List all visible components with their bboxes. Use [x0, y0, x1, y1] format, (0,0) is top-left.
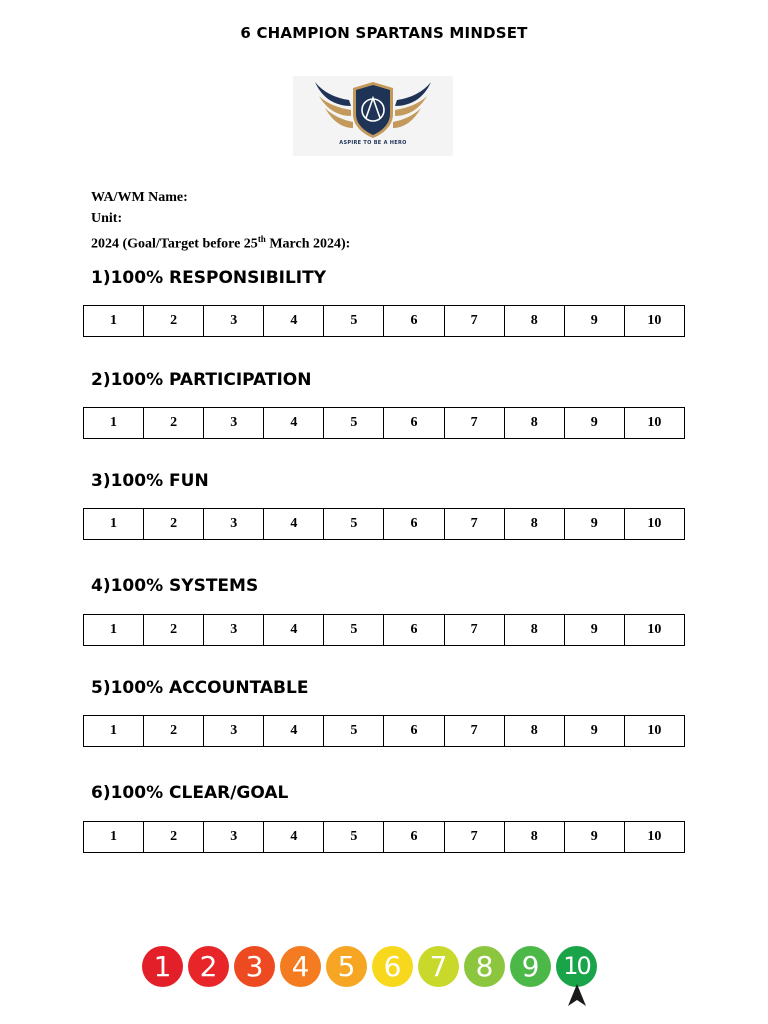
- section-title: 4)100% SYSTEMS: [91, 576, 259, 596]
- rating-cell[interactable]: 4: [264, 306, 324, 337]
- rating-cell[interactable]: 7: [444, 509, 504, 540]
- rating-cell[interactable]: 3: [204, 408, 264, 439]
- rating-scale-graphic: [142, 946, 602, 992]
- rating-cell[interactable]: 8: [504, 615, 564, 646]
- rating-cell[interactable]: 3: [204, 509, 264, 540]
- rating-cell[interactable]: 1: [84, 822, 144, 853]
- section-title: 3)100% FUN: [91, 471, 209, 491]
- rating-cell[interactable]: 6: [384, 408, 444, 439]
- rating-cell[interactable]: 2: [144, 716, 204, 747]
- rating-cell[interactable]: 6: [384, 509, 444, 540]
- rating-cell[interactable]: 9: [564, 822, 624, 853]
- rating-cell[interactable]: 1: [84, 615, 144, 646]
- rating-cell[interactable]: 4: [264, 716, 324, 747]
- rating-circle: 7: [418, 946, 459, 987]
- rating-cell[interactable]: 2: [144, 306, 204, 337]
- rating-cell[interactable]: 2: [144, 822, 204, 853]
- rating-cell[interactable]: 8: [504, 716, 564, 747]
- rating-cell[interactable]: 6: [384, 615, 444, 646]
- unit-label: Unit:: [91, 210, 123, 226]
- rating-cell[interactable]: 5: [324, 615, 384, 646]
- rating-cell[interactable]: 7: [444, 716, 504, 747]
- rating-cell[interactable]: 9: [564, 306, 624, 337]
- logo: [293, 76, 453, 156]
- section-title: 6)100% CLEAR/GOAL: [91, 783, 289, 803]
- rating-cell[interactable]: 10: [624, 615, 684, 646]
- rating-cell[interactable]: 6: [384, 822, 444, 853]
- rating-cell[interactable]: 2: [144, 615, 204, 646]
- rating-cell[interactable]: 1: [84, 509, 144, 540]
- rating-cell[interactable]: 2: [144, 408, 204, 439]
- rating-table: [83, 305, 685, 337]
- rating-cell[interactable]: 10: [624, 408, 684, 439]
- rating-table: [83, 821, 685, 853]
- rating-circle: 10: [556, 946, 597, 987]
- rating-cell[interactable]: 8: [504, 306, 564, 337]
- rating-cell[interactable]: 10: [624, 716, 684, 747]
- logo-tagline: ASPIRE TO BE A HERO: [339, 140, 407, 146]
- rating-cell[interactable]: 7: [444, 306, 504, 337]
- rating-cell[interactable]: 3: [204, 822, 264, 853]
- rating-cell[interactable]: 4: [264, 509, 324, 540]
- rating-cell[interactable]: 1: [84, 716, 144, 747]
- rating-cell[interactable]: 9: [564, 408, 624, 439]
- rating-table: [83, 508, 685, 540]
- rating-cell[interactable]: 5: [324, 408, 384, 439]
- rating-cell[interactable]: 4: [264, 615, 324, 646]
- rating-cell[interactable]: 10: [624, 306, 684, 337]
- rating-cell[interactable]: 4: [264, 822, 324, 853]
- form-fields: [91, 188, 350, 250]
- rating-cell[interactable]: 3: [204, 615, 264, 646]
- rating-cell[interactable]: 8: [504, 408, 564, 439]
- rating-cell[interactable]: 10: [624, 822, 684, 853]
- rating-cell[interactable]: 3: [204, 306, 264, 337]
- rating-cell[interactable]: 5: [324, 822, 384, 853]
- rating-circle: 1: [142, 946, 183, 987]
- rating-circle: 9: [510, 946, 551, 987]
- rating-table: [83, 407, 685, 439]
- section-title: 2)100% PARTICIPATION: [91, 370, 312, 390]
- rating-cell[interactable]: 8: [504, 509, 564, 540]
- rating-cell[interactable]: 5: [324, 509, 384, 540]
- rating-cell[interactable]: 9: [564, 615, 624, 646]
- rating-cell[interactable]: 9: [564, 716, 624, 747]
- rating-cell[interactable]: 6: [384, 306, 444, 337]
- rating-table: [83, 715, 685, 747]
- rating-cell[interactable]: 1: [84, 306, 144, 337]
- name-label: WA/WM Name:: [91, 190, 188, 205]
- rating-cell[interactable]: 5: [324, 306, 384, 337]
- rating-cell[interactable]: 7: [444, 615, 504, 646]
- rating-cell[interactable]: 2: [144, 509, 204, 540]
- section-title: 1)100% RESPONSIBILITY: [91, 268, 327, 288]
- rating-cell[interactable]: 5: [324, 716, 384, 747]
- goal-label: 2024 (Goal/Target before 25th March 2024):: [91, 234, 351, 252]
- rating-table: [83, 614, 685, 646]
- pointer-arrow-icon: [567, 983, 587, 1007]
- rating-circle: 6: [372, 946, 413, 987]
- rating-cell[interactable]: 4: [264, 408, 324, 439]
- section-title: 5)100% ACCOUNTABLE: [91, 678, 309, 698]
- rating-cell[interactable]: 7: [444, 408, 504, 439]
- rating-cell[interactable]: 1: [84, 408, 144, 439]
- rating-cell[interactable]: 9: [564, 509, 624, 540]
- rating-cell[interactable]: 10: [624, 509, 684, 540]
- rating-circle: 3: [234, 946, 275, 987]
- rating-circle: 5: [326, 946, 367, 987]
- rating-cell[interactable]: 7: [444, 822, 504, 853]
- rating-circle: 2: [188, 946, 229, 987]
- page-title: 6 CHAMPION SPARTANS MINDSET: [240, 24, 528, 42]
- rating-cell[interactable]: 6: [384, 716, 444, 747]
- rating-circle: 4: [280, 946, 321, 987]
- rating-circle: 8: [464, 946, 505, 987]
- rating-cell[interactable]: 3: [204, 716, 264, 747]
- rating-cell[interactable]: 8: [504, 822, 564, 853]
